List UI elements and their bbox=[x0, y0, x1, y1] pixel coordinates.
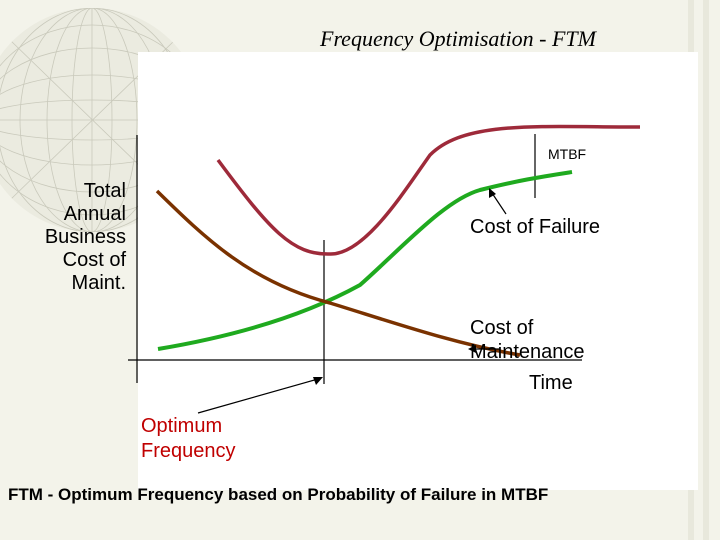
y-axis-label: Total Annual Business Cost of Maint. bbox=[44, 180, 126, 294]
cost-of-failure-label: Cost of Failure bbox=[470, 216, 601, 238]
cost-of-maintenance-curve bbox=[157, 191, 520, 355]
time-axis-label: Time bbox=[529, 372, 573, 394]
optimum-pointer-arrow bbox=[198, 379, 318, 413]
cost-of-maintenance-label: Cost of Maintenance bbox=[470, 317, 585, 363]
arrowhead bbox=[313, 377, 323, 385]
optimum-frequency-label: Optimum Frequency bbox=[141, 415, 236, 462]
mtbf-label: MTBF bbox=[548, 146, 587, 162]
page-title: Frequency Optimisation - FTM bbox=[320, 26, 596, 51]
failure-pointer-arrow bbox=[492, 193, 506, 214]
caption: FTM - Optimum Frequency based on Probability of Failure in MTBF bbox=[8, 485, 549, 504]
